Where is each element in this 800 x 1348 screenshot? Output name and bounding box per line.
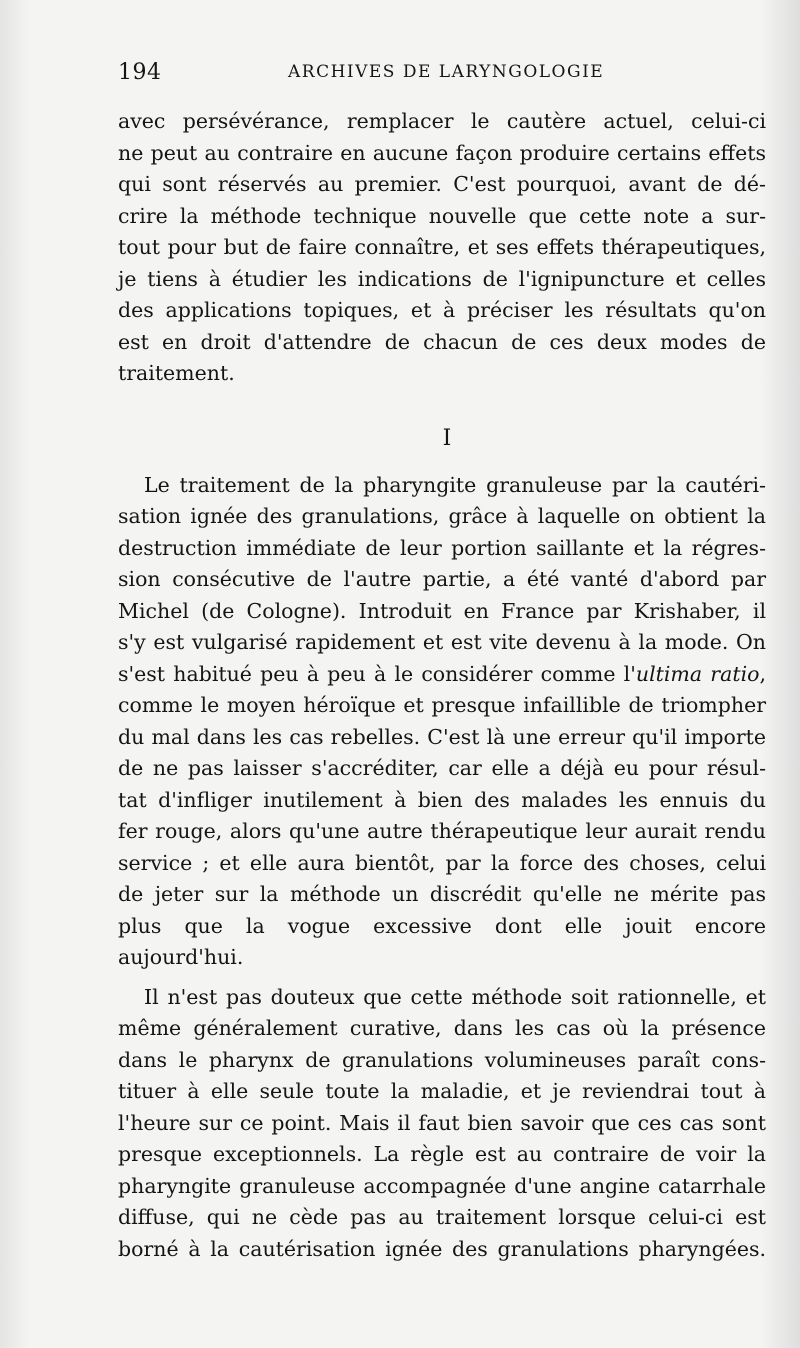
text-line: presque exceptionnels. La règle est au contraire de voir la bbox=[118, 1142, 766, 1166]
text-line: pharyngite granuleuse accompagnée d'une angine catarrhale bbox=[118, 1173, 766, 1198]
text-line: je tiens à étudier les indications de l'ignipuncture et celles bbox=[118, 266, 766, 291]
text-line: crire la méthode technique nouvelle que cette note a sur- bbox=[118, 203, 766, 228]
text-line: de jeter sur la méthode un discrédit qu'elle ne mérite pas bbox=[118, 882, 766, 906]
text-line: diffuse, qui ne cède pas au traitement lorsque celui-ci est bbox=[118, 1205, 766, 1229]
text-line: tituer à elle seule toute la maladie, et je reviendrai tout à bbox=[118, 1079, 766, 1103]
body-text bbox=[118, 106, 766, 1265]
text-line: du mal dans les cas rebelles. C'est là une erreur qu'il importe bbox=[118, 724, 766, 749]
text-line: Il n'est pas douteux que cette méthode soit rationnelle, et bbox=[144, 984, 766, 1009]
section-heading: I bbox=[442, 425, 452, 451]
italic-phrase: ultima ratio bbox=[635, 661, 760, 686]
text-line: est en droit d'attendre de chacun de ces deux modes de bbox=[118, 329, 766, 354]
page-number: 194 bbox=[118, 60, 162, 85]
text-line: avec persévérance, remplacer le cautère actuel, celui-ci bbox=[118, 109, 766, 133]
text-line: tat d'infliger inutilement à bien des malades les ennuis du bbox=[118, 787, 766, 812]
paragraph-1 bbox=[118, 106, 766, 390]
page-header bbox=[118, 60, 770, 90]
text-line: de ne pas laisser s'accréditer, car elle a déjà eu pour résul- bbox=[118, 756, 766, 780]
text-line: borné à la cautérisation ignée des granulations pharyngées. bbox=[118, 1236, 766, 1261]
text-line: l'heure sur ce point. Mais il faut bien savoir que ces cas sont bbox=[118, 1110, 766, 1135]
text-line: s'y est vulgarisé rapidement et est vite devenu à la mode. On bbox=[118, 630, 766, 654]
text-segment: s'est habitué peu à peu à le considérer comme l' bbox=[118, 661, 636, 686]
text-line: plus que la vogue excessive dont elle jouit encore bbox=[118, 913, 766, 938]
text-line: traitement. bbox=[118, 361, 235, 385]
text-line: qui sont réservés au premier. C'est pourquoi, avant de dé- bbox=[118, 172, 766, 196]
paragraph-3 bbox=[118, 982, 766, 1266]
text-line: sion consécutive de l'autre partie, a été vanté d'abord par bbox=[118, 567, 766, 591]
text-line: aujourd'hui. bbox=[118, 945, 244, 969]
text-line-with-italic bbox=[118, 659, 766, 691]
text-line: ne peut au contraire en aucune façon produire certains effets bbox=[118, 140, 766, 165]
text-line: Le traitement de la pharyngite granuleuse par la cautéri- bbox=[144, 472, 766, 497]
text-line: service ; et elle aura bientôt, par la force des choses, celui bbox=[118, 850, 766, 875]
text-line: destruction immédiate de leur portion saillante et la régres- bbox=[118, 535, 766, 560]
text-line: même généralement curative, dans les cas où la présence bbox=[118, 1016, 766, 1040]
text-line: dans le pharynx de granulations volumineuses paraît cons- bbox=[118, 1047, 766, 1072]
text-line: comme le moyen héroïque et presque infaillible de triompher bbox=[118, 693, 766, 717]
paragraph-2 bbox=[118, 470, 766, 974]
text-line: Michel (de Cologne). Introduit en France par Krishaber, il bbox=[118, 598, 766, 623]
text-line: tout pour but de faire connaître, et ses effets thérapeutiques, bbox=[118, 235, 766, 259]
text-line: des applications topiques, et à préciser les résultats qu'on bbox=[118, 298, 766, 322]
text-line: fer rouge, alors qu'une autre thérapeutique leur aurait rendu bbox=[118, 819, 766, 843]
text-line: sation ignée des granulations, grâce à laquelle on obtient la bbox=[118, 504, 766, 528]
running-title: ARCHIVES DE LARYNGOLOGIE bbox=[288, 62, 605, 82]
text-segment: , bbox=[759, 661, 766, 686]
